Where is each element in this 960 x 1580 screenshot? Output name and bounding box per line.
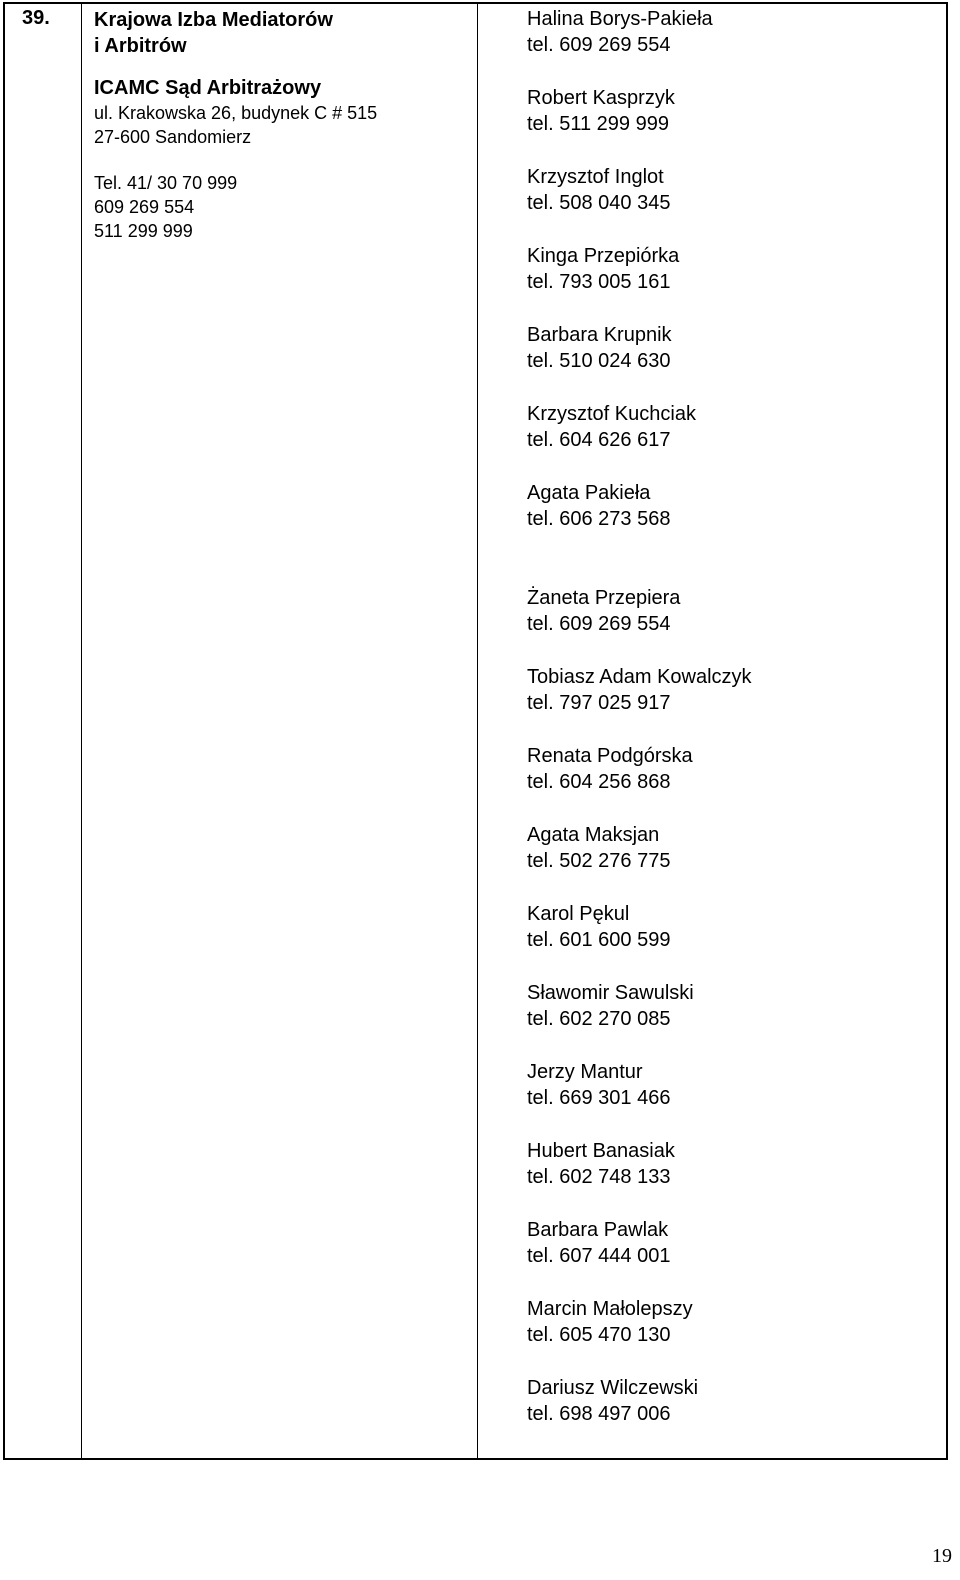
list-item: [527, 164, 948, 216]
list-item: [527, 743, 948, 795]
person-phone: tel. 502 276 775: [527, 850, 671, 872]
list-item: [527, 480, 948, 532]
list-item: [527, 1375, 948, 1427]
row-number-cell: [5, 4, 81, 30]
list-item: [527, 585, 948, 637]
person-phone: tel. 605 470 130: [527, 1324, 671, 1346]
person-name: Robert Kasprzyk: [527, 87, 675, 109]
organization-cell: [82, 4, 477, 243]
list-item: [527, 6, 948, 58]
mediators-table: [3, 2, 948, 1460]
person-phone: tel. 602 748 133: [527, 1166, 671, 1188]
list-item: [527, 1296, 948, 1348]
court-name: ICAMC Sąd Arbitrażowy: [94, 77, 322, 99]
organization-name-line: i Arbitrów: [94, 35, 187, 57]
list-item: [527, 1217, 948, 1269]
address-line: ul. Krakowska 26, budynek C # 515: [94, 103, 378, 123]
phone-line: 511 299 999: [94, 221, 193, 241]
person-name: Kinga Przepiórka: [527, 245, 680, 267]
person-name: Agata Maksjan: [527, 824, 660, 846]
person-name: Agata Pakieła: [527, 482, 651, 504]
list-item: [527, 1059, 948, 1111]
list-item: [527, 243, 948, 295]
person-phone: tel. 511 299 999: [527, 113, 669, 135]
person-name: Marcin Małolepszy: [527, 1298, 693, 1320]
person-phone: tel. 609 269 554: [527, 34, 671, 56]
list-item: [527, 322, 948, 374]
person-phone: tel. 604 256 868: [527, 771, 671, 793]
person-phone: tel. 793 005 161: [527, 271, 671, 293]
person-name: Barbara Krupnik: [527, 324, 672, 346]
person-name: Sławomir Sawulski: [527, 982, 694, 1004]
person-name: Halina Borys-Pakieła: [527, 8, 713, 30]
person-name: Hubert Banasiak: [527, 1140, 675, 1162]
phone-line: 609 269 554: [94, 197, 195, 217]
people-list: [527, 6, 948, 1427]
person-phone: tel. 669 301 466: [527, 1087, 671, 1109]
person-name: Barbara Pawlak: [527, 1219, 669, 1241]
person-phone: tel. 602 270 085: [527, 1008, 671, 1030]
person-phone: tel. 609 269 554: [527, 613, 671, 635]
person-name: Karol Pękul: [527, 903, 630, 925]
person-phone: tel. 601 600 599: [527, 929, 671, 951]
list-item: [527, 1138, 948, 1190]
list-item: [527, 85, 948, 137]
person-name: Krzysztof Kuchciak: [527, 403, 696, 425]
person-name: Dariusz Wilczewski: [527, 1377, 699, 1399]
list-item: [527, 980, 948, 1032]
list-item: [527, 901, 948, 953]
person-phone: tel. 607 444 001: [527, 1245, 671, 1267]
person-name: Renata Podgórska: [527, 745, 693, 767]
people-cell: [478, 4, 948, 1427]
person-phone: tel. 604 626 617: [527, 429, 671, 451]
row-number: 39.: [22, 7, 50, 29]
person-name: Krzysztof Inglot: [527, 166, 664, 188]
person-phone: tel. 508 040 345: [527, 192, 671, 214]
organization-details: [94, 75, 477, 243]
list-item: [527, 822, 948, 874]
person-name: Jerzy Mantur: [527, 1061, 643, 1083]
address-line: 27-600 Sandomierz: [94, 127, 252, 147]
person-name: Żaneta Przepiera: [527, 587, 681, 609]
list-item: [527, 401, 948, 453]
page-number: 19: [932, 1545, 952, 1567]
list-item: [527, 664, 948, 716]
person-phone: tel. 698 497 006: [527, 1403, 671, 1425]
phone-line: Tel. 41/ 30 70 999: [94, 173, 238, 193]
person-phone: tel. 606 273 568: [527, 508, 671, 530]
person-phone: tel. 797 025 917: [527, 692, 671, 714]
person-name: Tobiasz Adam Kowalczyk: [527, 666, 752, 688]
organization-name: [94, 7, 394, 59]
person-phone: tel. 510 024 630: [527, 350, 671, 372]
organization-name-line: Krajowa Izba Mediatorów: [94, 9, 333, 31]
